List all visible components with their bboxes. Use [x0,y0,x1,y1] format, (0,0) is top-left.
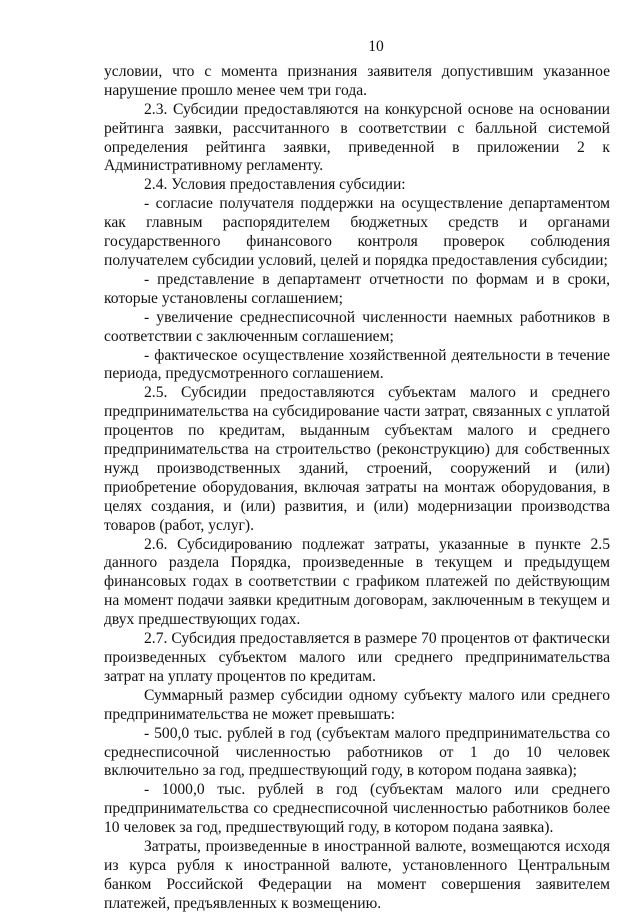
document-page [104,38,610,914]
paragraph-2-5: 2.5. Субсидии предоставляются субъектам малого и среднего предпринимательства на субсидирование части затрат, связанных с уплатой процентов по кредитам, выданным субъектам малого и среднего предпринимательства на строительство (реконструкцию) для собственных нужд производственных зданий, строений, сооружений и (или) приобретение оборудования, включая затраты на монтаж оборудования, в целях создания, и (или) развития, и (или) модернизации производства товаров (работ, услуг). [104,384,610,534]
condition-headcount: - увеличение среднесписочной численности наемных работников в соответствии с заключенным соглашением; [104,308,610,345]
condition-consent: - согласие получателя поддержки на осуществление департаментом как главным распорядителем бюджетных средств и органами государственного финансового контроля проверок соблюдения получателем субсидии условий, целей и порядка предоставления субсидии; [104,195,610,269]
limit-small-business: - 500,0 тыс. рублей в год (субъектам малого предпринимательства со среднесписочной численностью работников от 1 до 10 человек включительно за год, предшествующий году, в котором подана заявка); [104,724,610,780]
paragraph-max-amount: Суммарный размер субсидии одному субъекту малого или среднего предпринимательства не может превышать: [104,686,610,723]
page-number: 10 [368,38,384,55]
limit-medium-business: - 1000,0 тыс. рублей в год (субъектам малого или среднего предпринимательства со среднесписочной численностью работников более 10 человек за год, предшествующий году, в котором подана заявка). [104,781,610,837]
paragraph-continuation: условии, что с момента признания заявителя допустившим указанное нарушение прошло менее чем три года. [104,62,610,99]
condition-reporting: - представление в департамент отчетности по формам и в сроки, которые установлены соглашением; [104,270,610,307]
paragraph-2-7: 2.7. Субсидия предоставляется в размере 70 процентов от фактически произведенных субъектом малого или среднего предпринимательства затрат на уплату процентов по кредитам. [104,630,610,685]
paragraph-foreign-currency: Затраты, произведенные в иностранной валюте, возмещаются исходя из курса рубля к иностранной валюте, установленного Центральным банком Российской Федерации на момент совершения заявителем платежей, предъявленных к возмещению. [104,838,610,912]
condition-activity: - фактическое осуществление хозяйственной деятельности в течение периода, предусмотренного соглашением. [104,346,610,383]
paragraph-2-3: 2.3. Субсидии предоставляются на конкурсной основе на основании рейтинга заявки, рассчитанного в соответствии с балльной системой определения рейтинга заявки, приведенной в приложении 2 к Административному регламенту. [104,100,610,175]
paragraph-2-4-heading: 2.4. Условия предоставления субсидии: [144,176,406,194]
paragraph-2-6: 2.6. Субсидированию подлежат затраты, указанные в пункте 2.5 данного раздела Порядка, произведенные в текущем и предыдущем финансовых годах в соответствии с графиком платежей по действующим на момент подачи заявки кредитным договорам, заключенным в текущем и двух предшествующих годах. [104,535,610,629]
